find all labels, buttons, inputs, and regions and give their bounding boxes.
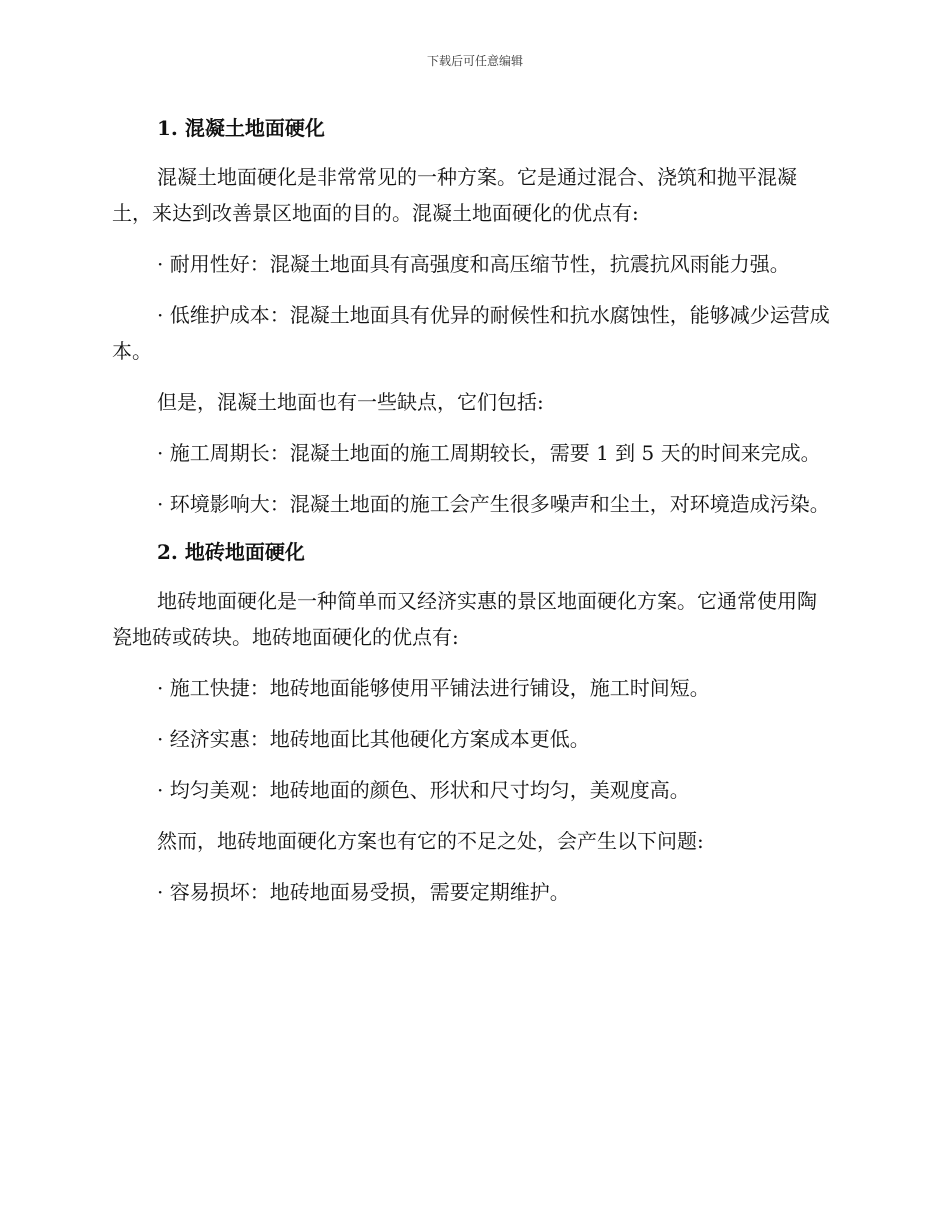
paragraph: 然而，地砖地面硬化方案也有它的不足之处，会产生以下问题: xyxy=(157,829,704,853)
section-heading: 1. 混凝土地面硬化 xyxy=(157,116,325,140)
document-body xyxy=(112,106,830,910)
section-heading: 2. 地砖地面硬化 xyxy=(157,540,305,564)
bullet-item: · 经济实惠：地砖地面比其他硬化方案成本更低。 xyxy=(157,727,590,751)
bullet-item: · 容易损坏：地砖地面易受损，需要定期维护。 xyxy=(157,880,570,904)
page-header: 下载后可任意编辑 xyxy=(426,54,523,68)
bullet-item: · 施工周期长：混凝土地面的施工周期较长，需要 1 到 5 天的时间来完成。 xyxy=(157,441,821,465)
paragraph: 地砖地面硬化是一种简单而又经济实惠的景区地面硬化方案。它通常使用陶瓷地砖或砖块。地砖地面硬化的优点有: xyxy=(112,589,817,649)
paragraph: 但是，混凝土地面也有一些缺点，它们包括: xyxy=(157,390,544,414)
paragraph: 混凝土地面硬化是非常常见的一种方案。它是通过混合、浇筑和抛平混凝土，来达到改善景区地面的目的。混凝土地面硬化的优点有: xyxy=(112,165,797,225)
bullet-item: · 施工快捷：地砖地面能够使用平铺法进行铺设，施工时间短。 xyxy=(157,676,710,700)
bullet-item: · 耐用性好：混凝土地面具有高强度和高压缩节性，抗震抗风雨能力强。 xyxy=(157,252,790,276)
bullet-item: · 低维护成本：混凝土地面具有优异的耐候性和抗水腐蚀性，能够减少运营成本。 xyxy=(112,303,830,363)
bullet-item: · 均匀美观：地砖地面的颜色、形状和尺寸均匀，美观度高。 xyxy=(157,778,690,802)
bullet-item: · 环境影响大：混凝土地面的施工会产生很多噪声和尘土，对环境造成污染。 xyxy=(157,492,830,516)
